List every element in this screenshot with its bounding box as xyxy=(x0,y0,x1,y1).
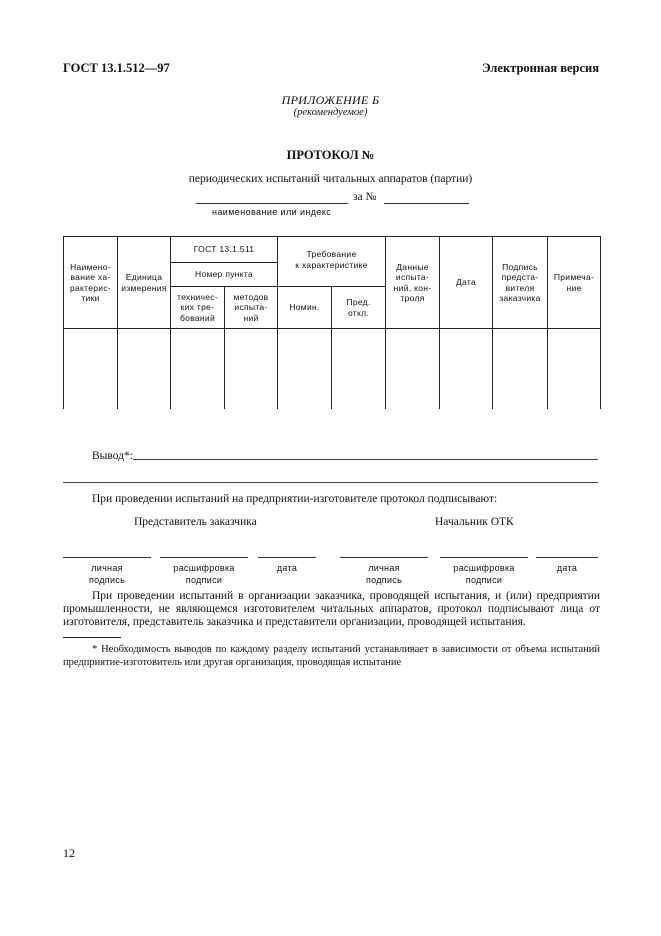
header-item-number: Номер пункта xyxy=(171,263,278,287)
date-caption: дата xyxy=(556,563,578,573)
table-cell[interactable] xyxy=(332,329,386,410)
header-gost-ref: ГОСТ 13.1.511 xyxy=(171,237,278,263)
date-caption: дата xyxy=(276,563,298,573)
footnote-rule xyxy=(63,637,121,638)
decoding-line[interactable] xyxy=(160,557,248,558)
table-cell[interactable] xyxy=(386,329,440,410)
table-cell[interactable] xyxy=(118,329,171,410)
customer-rep-label: Представитель заказчика xyxy=(134,516,257,528)
table-row xyxy=(64,329,601,410)
otk-head-label: Начальник ОТК xyxy=(435,516,514,528)
date-line[interactable] xyxy=(258,557,316,558)
signatures-intro: При проведении испытаний на предприятии-изготовителе протокол подписывают: xyxy=(92,493,498,505)
table-cell[interactable] xyxy=(440,329,493,410)
table-cell[interactable] xyxy=(548,329,601,410)
protocol-title: ПРОТОКОЛ № xyxy=(286,148,375,162)
conclusion-line[interactable] xyxy=(133,459,598,460)
page-number: 12 xyxy=(63,846,75,860)
table-cell[interactable] xyxy=(171,329,225,410)
conclusion-label: Вывод*: xyxy=(92,450,133,462)
annex-subtitle: (рекомендуемое) xyxy=(293,107,368,118)
header-characteristic: Наимено- вание ха- рактерис- тики xyxy=(64,237,118,329)
signature-caption: личная подпись xyxy=(365,563,403,585)
version-label: Электронная версия xyxy=(482,61,599,75)
header-test-methods: методов испыта- ний xyxy=(225,287,278,329)
name-number-line xyxy=(196,191,471,207)
header-tech-requirements: техничес- ких тре- бований xyxy=(171,287,225,329)
name-blank-line xyxy=(196,203,348,204)
footnote: * Необходимость выводов по каждому разделу испытаний устанавливает в зависимости от объема испытаний предприятие-изготовитель или другая организация, проводящая испытание xyxy=(63,644,600,668)
number-blank-line xyxy=(384,203,469,204)
standard-code: ГОСТ 13.1.512—97 xyxy=(63,61,170,75)
header-date: Дата xyxy=(440,237,493,329)
decoding-caption: расшифровка подписи xyxy=(173,563,235,585)
table-cell[interactable] xyxy=(225,329,278,410)
table-cell[interactable] xyxy=(493,329,548,410)
signature-line[interactable] xyxy=(340,557,428,558)
protocol-subtitle: периодических испытаний читальных аппаратов (партии) xyxy=(188,173,473,185)
header-requirement: Требование к характеристике xyxy=(278,237,386,287)
annex-title: ПРИЛОЖЕНИЕ Б xyxy=(281,93,380,107)
conclusion-line-2[interactable] xyxy=(63,482,598,483)
table-cell[interactable] xyxy=(278,329,332,410)
name-caption: наименование или индекс xyxy=(212,207,332,217)
header-control-data: Данные испыта- ний, кон- троля xyxy=(386,237,440,329)
date-line[interactable] xyxy=(536,557,598,558)
signature-caption: личная подпись xyxy=(88,563,126,585)
table-cell[interactable] xyxy=(64,329,118,410)
za-number-label: за № xyxy=(353,191,377,203)
header-nominal: Номин. xyxy=(278,287,332,329)
signing-paragraph: При проведении испытаний в организации заказчика, проводящей испытания, и (или) предприятии промышленности, не являющемся изготовителем читальных аппаратов, протокол подписывают лица от изготовителя, представитель заказчика и представители организации, проводящей испытания. xyxy=(63,590,600,628)
decoding-line[interactable] xyxy=(440,557,528,558)
protocol-table xyxy=(63,236,601,409)
header-note: Примеча- ние xyxy=(548,237,601,329)
header-customer-signature: Подпись предста- вителя заказчика xyxy=(493,237,548,329)
header-limit-deviation: Пред. откл. xyxy=(332,287,386,329)
decoding-caption: расшифровка подписи xyxy=(453,563,515,585)
signature-line[interactable] xyxy=(63,557,151,558)
header-unit: Единица измерения xyxy=(118,237,171,329)
